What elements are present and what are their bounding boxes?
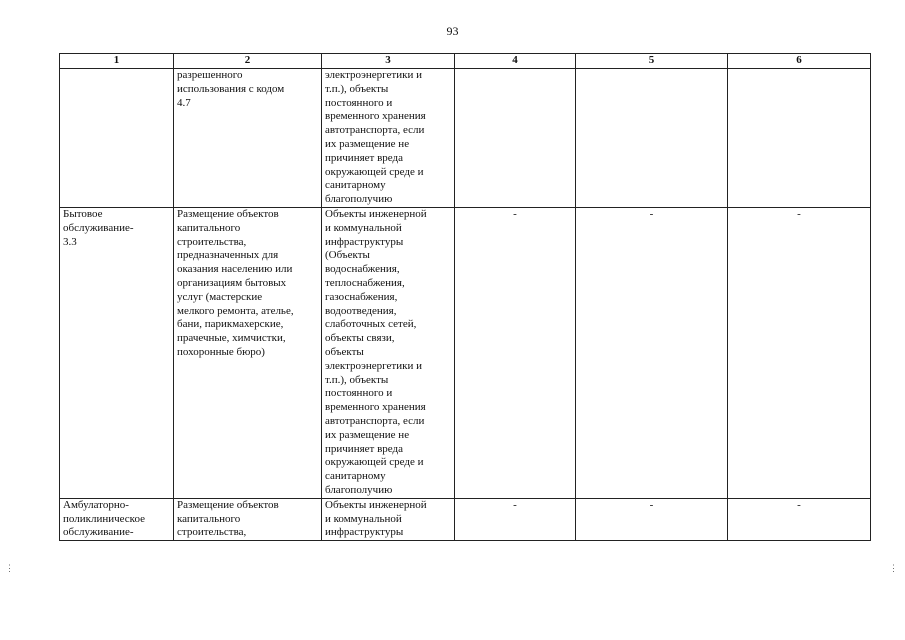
column-header-1: 1 — [60, 54, 174, 69]
table-row — [60, 69, 871, 208]
table-row — [60, 207, 871, 498]
cell-col6: - — [728, 498, 871, 540]
cell-use-type: Бытовое обслуживание- 3.3 — [60, 207, 174, 498]
header-row — [60, 54, 871, 69]
cell-permitted-objects: электроэнергетики и т.п.), объекты постоянного и временного хранения автотранспорта, если их размещение не причиняет вреда окружающей среде и санитарному благополучию — [322, 69, 455, 208]
column-header-6: 6 — [728, 54, 871, 69]
cell-col6 — [728, 69, 871, 208]
cell-col5 — [576, 69, 728, 208]
cell-col4 — [455, 69, 576, 208]
column-header-2: 2 — [174, 54, 322, 69]
cell-col5: - — [576, 207, 728, 498]
cell-permitted-objects: Объекты инженерной и коммунальной инфраструктуры — [322, 498, 455, 540]
column-header-5: 5 — [576, 54, 728, 69]
table-row — [60, 498, 871, 540]
cell-description: разрешенного использования с кодом 4.7 — [174, 69, 322, 208]
column-header-4: 4 — [455, 54, 576, 69]
left-margin-mark: ⋮ — [5, 563, 14, 573]
cell-col4: - — [455, 498, 576, 540]
cell-description: Размещение объектов капитального строительства, предназначенных для оказания населению или организациям бытовых услуг (мастерские мелкого ремонта, ателье, бани, парикмахерские, прачечные, химчистки, похоронные бюро) — [174, 207, 322, 498]
zoning-table — [59, 53, 871, 541]
cell-col5: - — [576, 498, 728, 540]
page-number: 93 — [446, 24, 459, 38]
cell-permitted-objects: Объекты инженерной и коммунальной инфраструктуры (Объекты водоснабжения, теплоснабжения, газоснабжения, водоотведения, слаботочных сетей, объекты связи, объекты электроэнергетики и т.п.), объекты постоянного и временного хранения автотранспорта, если их размещение не причиняет вреда окружающей среде и санитарному благополучию — [322, 207, 455, 498]
column-header-3: 3 — [322, 54, 455, 69]
right-margin-mark: ⋮ — [889, 563, 898, 573]
cell-col6: - — [728, 207, 871, 498]
cell-col4: - — [455, 207, 576, 498]
cell-use-type: Амбулаторно- поликлиническое обслуживание- — [60, 498, 174, 540]
cell-use-type — [60, 69, 174, 208]
cell-description: Размещение объектов капитального строительства, — [174, 498, 322, 540]
